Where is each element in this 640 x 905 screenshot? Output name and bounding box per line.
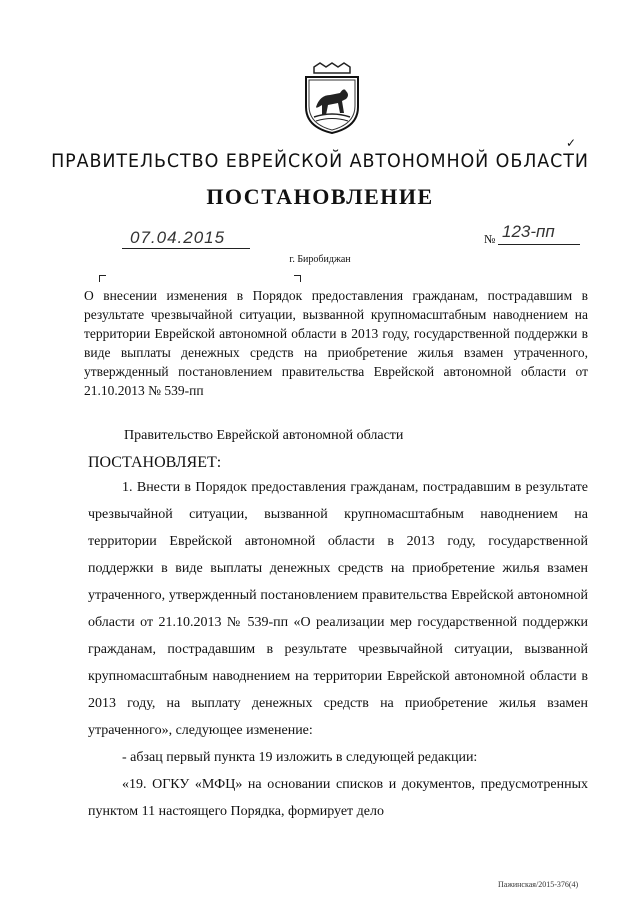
title-bracket-left [99, 275, 106, 282]
date-underline [122, 248, 250, 249]
city: г. Биробиджан [289, 254, 351, 265]
coat-of-arms-emblem [300, 55, 364, 135]
check-mark: ✓ [566, 136, 577, 150]
decree-body [88, 474, 588, 825]
document-code: Пажинская/2015-376(4) [498, 880, 579, 889]
number-label: № [484, 232, 496, 246]
number-underline [498, 244, 580, 245]
decree-number: 123-пп [502, 222, 555, 241]
government-title: ПРАВИТЕЛЬСТВО ЕВРЕЙСКОЙ АВТОНОМНОЙ ОБЛАСТИ [51, 150, 589, 172]
resolves-heading: ПОСТАНОВЛЯЕТ: [88, 454, 222, 471]
decree-date: 07.04.2015 [130, 228, 226, 247]
title-bracket-right [294, 275, 301, 282]
item-1: 1. Внести в Порядок предоставления гражданам, пострадавшим в результате чрезвычайной ситуации, вызванной крупномасштабным наводнением на территории Еврейской автономной области в 2013 году, государственной поддержки в виде выплаты денежных средств на приобретение жилья взамен утраченного, утвержденный постановлением правительства Еврейской автономной области от 21.10.2013 № 539-пп «О реализации мер государственной поддержки гражданам, пострадавшим в результате чрезвычайной ситуации, вызванной крупномасштабным наводнением на территории Еврейской автономной области в 2013 году, на выплату денежных средств на приобретение жилья взамен утраченного», следующее изменение: [88, 480, 588, 738]
decree-subject: О внесении изменения в Порядок предоставления гражданам, пострадавшим в результате чрезвычайной ситуации, вызванной крупномасштабным наводнением на территории Еврейской автономной области в 2013 году, государственной поддержки в виде выплаты денежных средств на приобретение жилья взамен утраченного, утвержденный постановлением правительства Еврейской автономной области от 21.10.2013 № 539-пп [84, 288, 588, 398]
sub-item: - абзац первый пункта 19 изложить в следующей редакции: [122, 750, 478, 765]
decree-title: ПОСТАНОВЛЕНИЕ [206, 184, 434, 209]
quoted-item-19: «19. ОГКУ «МФЦ» на основании списков и документов, предусмотренных пунктом 11 настоящего Порядка, формирует дело [88, 777, 588, 819]
government-name: Правительство Еврейской автономной области [124, 428, 404, 443]
